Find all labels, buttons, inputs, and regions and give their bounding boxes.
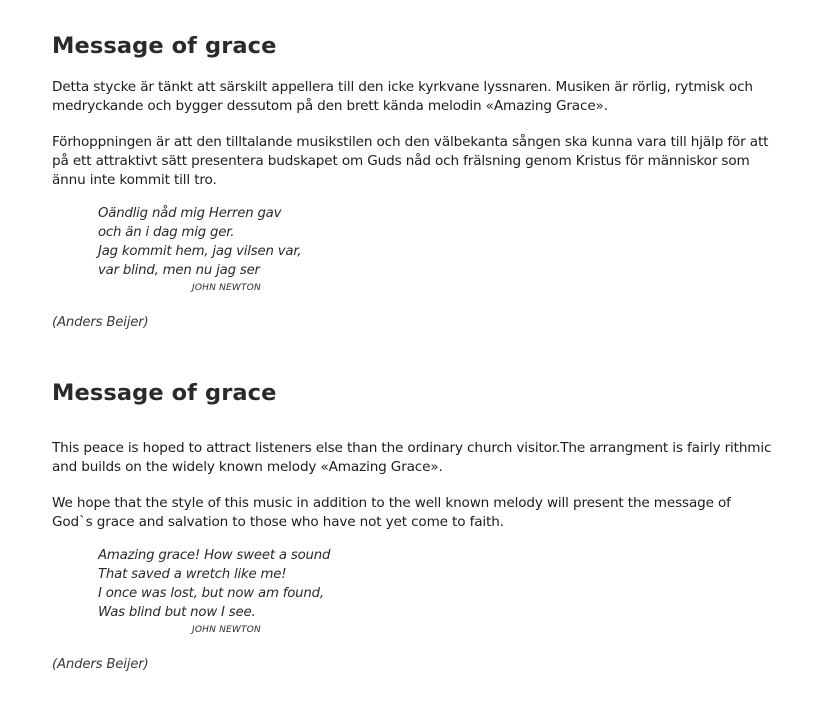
swedish-paragraph-2: Förhoppningen är att den tilltalande musikstilen och den välbekanta sången ska kunna vara till hjälp för att på ett attraktivt sätt presentera budskapet om Guds nåd och frälsning genom Kristus för människor som ännu inte kommit till tro. xyxy=(52,134,769,188)
swedish-section xyxy=(52,30,772,332)
swedish-credit: (Anders Beijer) xyxy=(52,315,149,330)
poem-line: och än i dag mig ger. xyxy=(98,225,235,240)
swedish-paragraph-1: Detta stycke är tänkt att särskilt appellera till den icke kyrkvane lyssnaren. Musiken är rörlig, rytmisk och medryckande och bygger dessutom på den brett kända melodin «Amazing Grace». xyxy=(52,79,753,114)
poem-line: var blind, men nu jag ser xyxy=(98,263,260,278)
poem-line: Jag kommit hem, jag vilsen var, xyxy=(98,244,302,259)
poem-line: Oändlig nåd mig Herren gav xyxy=(98,206,282,221)
english-paragraph-2: We hope that the style of this music in addition to the well known melody will present the message of God`s grace and salvation to those who have not yet come to faith. xyxy=(52,495,731,530)
poem-author: JOHN NEWTON xyxy=(192,625,261,635)
poem-author: JOHN NEWTON xyxy=(192,283,261,293)
english-heading: Message of grace xyxy=(52,380,277,406)
swedish-poem xyxy=(98,204,772,294)
english-paragraph-1: This peace is hoped to attract listeners else than the ordinary church visitor.The arrangment is fairly rithmic and builds on the widely known melody «Amazing Grace». xyxy=(52,440,772,475)
poem-line: Was blind but now I see. xyxy=(98,605,256,620)
english-credit: (Anders Beijer) xyxy=(52,657,149,672)
english-poem xyxy=(98,546,772,636)
swedish-heading: Message of grace xyxy=(52,33,277,59)
poem-line: I once was lost, but now am found, xyxy=(98,586,324,601)
poem-line: Amazing grace! How sweet a sound xyxy=(98,548,331,563)
english-section xyxy=(52,377,772,674)
poem-line: That saved a wretch like me! xyxy=(98,567,287,582)
